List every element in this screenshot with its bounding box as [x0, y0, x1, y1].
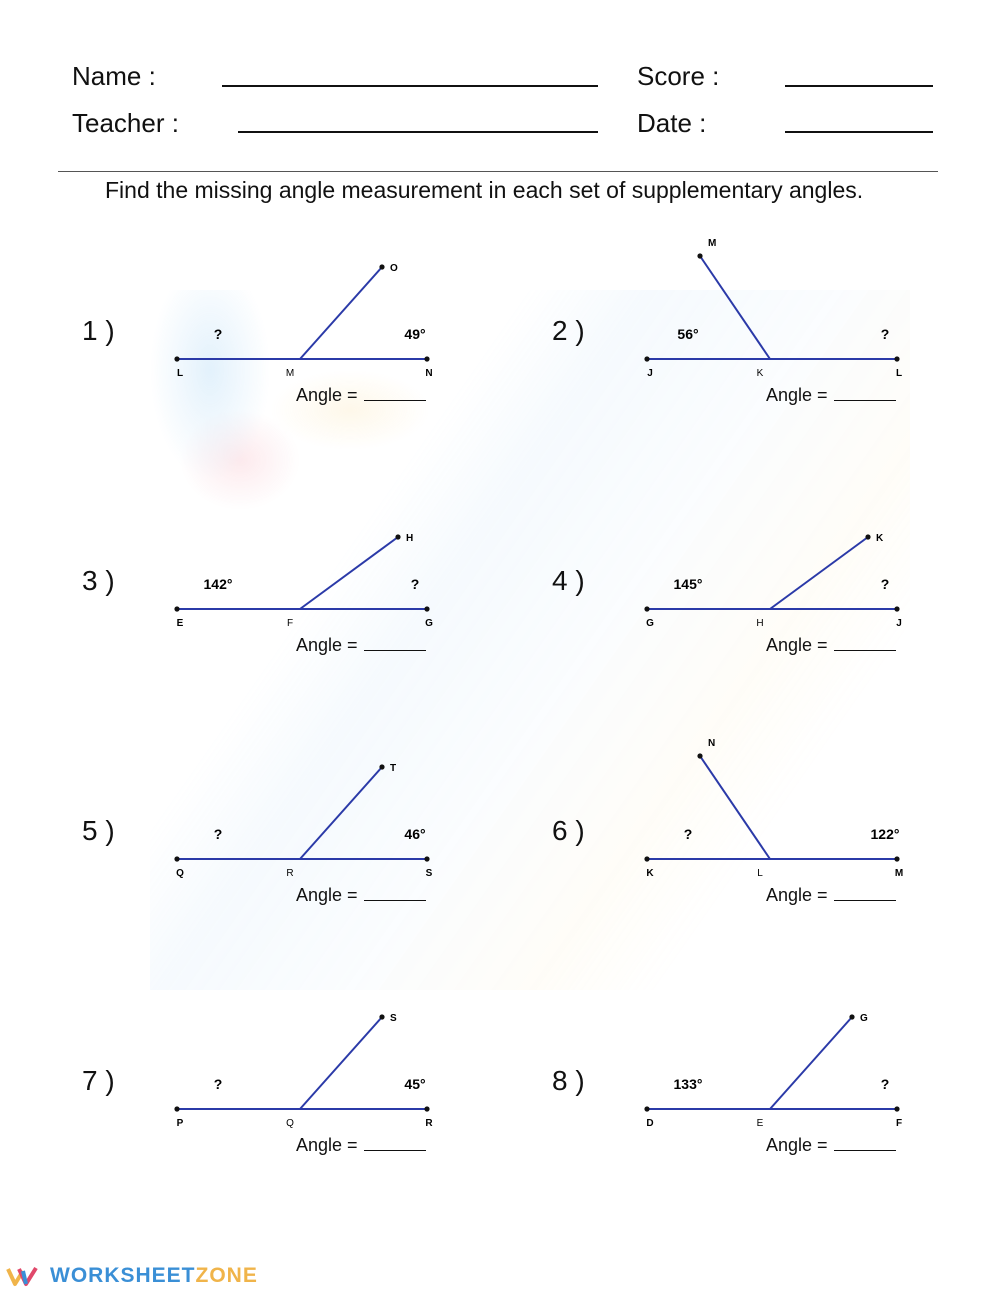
instructions: Find the missing angle measurement in each set of supplementary angles.	[105, 177, 864, 203]
point-label-right: J	[896, 618, 902, 629]
point-label-left: G	[646, 618, 654, 629]
teacher-label: Teacher :	[72, 108, 179, 138]
problem-7	[60, 1000, 530, 1200]
point-dot	[379, 264, 384, 269]
point-label-vertex: E	[756, 1118, 764, 1129]
problem-5	[60, 750, 530, 950]
left-angle-label: 142°	[203, 576, 233, 592]
score-label: Score :	[637, 61, 720, 91]
left-angle-label: ?	[213, 1076, 223, 1092]
answer-blank[interactable]	[834, 900, 896, 901]
answer-blank[interactable]	[834, 1150, 896, 1151]
point-label-ray: S	[390, 1013, 397, 1024]
left-angle-label: ?	[213, 826, 223, 842]
point-dot	[865, 534, 870, 539]
name-field[interactable]	[222, 85, 598, 87]
problem-4	[530, 500, 1000, 700]
footer-logo	[6, 1264, 258, 1288]
point-dot	[697, 753, 702, 758]
ray-line	[300, 537, 398, 609]
left-angle-label: 145°	[673, 576, 703, 592]
point-label-right: G	[425, 618, 433, 629]
problem-3	[60, 500, 530, 700]
point-dot	[424, 606, 429, 611]
point-label-left: J	[647, 368, 653, 379]
problem-number: 4 )	[552, 565, 585, 596]
date-field[interactable]	[785, 131, 933, 133]
ray-line	[300, 767, 382, 859]
answer-field[interactable]	[296, 1135, 426, 1156]
point-label-left: L	[176, 368, 184, 379]
ray-line	[700, 756, 770, 859]
point-label-right: R	[425, 1118, 433, 1129]
point-label-vertex: F	[286, 618, 294, 629]
right-angle-label: 46°	[404, 826, 426, 842]
point-label-vertex: R	[286, 868, 294, 879]
point-label-vertex: M	[285, 368, 295, 379]
problem-8	[530, 1000, 1000, 1200]
angle-diagram	[530, 738, 1000, 910]
angle-diagram	[530, 1000, 1000, 1160]
point-dot	[894, 1106, 899, 1111]
point-label-left: Q	[176, 868, 184, 879]
point-dot	[174, 606, 179, 611]
answer-blank[interactable]	[364, 400, 426, 401]
point-label-right: F	[895, 1118, 903, 1129]
date-label: Date :	[637, 108, 707, 138]
ray-line	[700, 256, 770, 359]
point-dot	[644, 1106, 649, 1111]
answer-label: Angle =	[766, 385, 828, 405]
answer-blank[interactable]	[834, 400, 896, 401]
right-angle-label: 49°	[404, 326, 426, 342]
angle-diagram	[60, 500, 530, 660]
ray-line	[300, 1017, 382, 1109]
point-dot	[894, 356, 899, 361]
point-label-vertex: Q	[286, 1118, 294, 1129]
answer-field[interactable]	[296, 885, 426, 906]
point-label-right: S	[425, 868, 433, 879]
point-label-right: N	[425, 368, 433, 379]
point-dot	[644, 856, 649, 861]
point-label-ray: G	[860, 1013, 868, 1024]
answer-label: Angle =	[766, 885, 828, 905]
problem-number: 8 )	[552, 1065, 585, 1096]
point-dot	[174, 856, 179, 861]
answer-label: Angle =	[296, 1135, 358, 1155]
point-dot	[894, 606, 899, 611]
score-field[interactable]	[785, 85, 933, 87]
problem-6	[530, 738, 1000, 950]
problem-number: 3 )	[82, 565, 115, 596]
point-label-ray: T	[390, 763, 397, 774]
point-dot	[174, 356, 179, 361]
left-angle-label: ?	[213, 326, 223, 342]
answer-field[interactable]	[766, 385, 896, 406]
point-label-ray: M	[708, 238, 717, 249]
right-angle-label: ?	[410, 576, 420, 592]
point-label-ray: K	[876, 533, 884, 544]
point-dot	[424, 356, 429, 361]
left-angle-label: 133°	[673, 1076, 703, 1092]
point-label-right: L	[895, 368, 903, 379]
worksheetzone-logo-icon	[6, 1265, 40, 1287]
answer-blank[interactable]	[364, 650, 426, 651]
point-dot	[424, 856, 429, 861]
problem-number: 2 )	[552, 315, 585, 346]
point-dot	[697, 253, 702, 258]
answer-label: Angle =	[296, 885, 358, 905]
right-angle-label: ?	[880, 1076, 890, 1092]
point-label-left: P	[176, 1118, 184, 1129]
point-dot	[644, 356, 649, 361]
teacher-field[interactable]	[238, 131, 598, 133]
point-label-ray: N	[708, 738, 716, 749]
ray-line	[300, 267, 382, 359]
header-divider	[58, 171, 938, 172]
answer-label: Angle =	[766, 1135, 828, 1155]
answer-field[interactable]	[766, 635, 896, 656]
answer-blank[interactable]	[834, 650, 896, 651]
point-label-left: D	[646, 1118, 654, 1129]
point-dot	[395, 534, 400, 539]
name-label: Name :	[72, 61, 156, 91]
right-angle-label: 45°	[404, 1076, 426, 1092]
answer-field[interactable]	[296, 635, 426, 656]
left-angle-label: 56°	[677, 326, 699, 342]
answer-label: Angle =	[296, 385, 358, 405]
problem-number: 7 )	[82, 1065, 115, 1096]
problem-1	[60, 250, 530, 450]
answer-blank[interactable]	[364, 900, 426, 901]
ray-line	[770, 537, 868, 609]
point-dot	[379, 1014, 384, 1019]
point-label-vertex: K	[756, 368, 764, 379]
point-dot	[849, 1014, 854, 1019]
problem-number: 6 )	[552, 815, 585, 846]
point-dot	[174, 1106, 179, 1111]
point-dot	[644, 606, 649, 611]
problem-number: 1 )	[82, 315, 115, 346]
point-label-vertex: H	[756, 618, 764, 629]
point-dot	[424, 1106, 429, 1111]
point-dot	[894, 856, 899, 861]
right-angle-label: 122°	[870, 826, 900, 842]
right-angle-label: ?	[880, 576, 890, 592]
answer-blank[interactable]	[364, 1150, 426, 1151]
answer-field[interactable]	[766, 1135, 896, 1156]
answer-field[interactable]	[766, 885, 896, 906]
answer-field[interactable]	[296, 385, 426, 406]
angle-diagram	[530, 500, 1000, 660]
point-label-left: E	[176, 618, 184, 629]
angle-diagram	[530, 238, 1000, 410]
point-label-ray: O	[390, 263, 398, 274]
answer-label: Angle =	[296, 635, 358, 655]
brand-name: WORKSHEETZONE	[50, 1264, 258, 1287]
angle-diagram	[60, 250, 530, 410]
answer-label: Angle =	[766, 635, 828, 655]
point-label-ray: H	[406, 533, 414, 544]
problem-number: 5 )	[82, 815, 115, 846]
ray-line	[770, 1017, 852, 1109]
angle-diagram	[60, 1000, 530, 1160]
point-label-right: M	[894, 868, 904, 879]
point-label-left: K	[646, 868, 654, 879]
point-label-vertex: L	[757, 868, 763, 879]
point-dot	[379, 764, 384, 769]
angle-diagram	[60, 750, 530, 910]
left-angle-label: ?	[683, 826, 693, 842]
right-angle-label: ?	[880, 326, 890, 342]
problem-2	[530, 238, 1000, 450]
